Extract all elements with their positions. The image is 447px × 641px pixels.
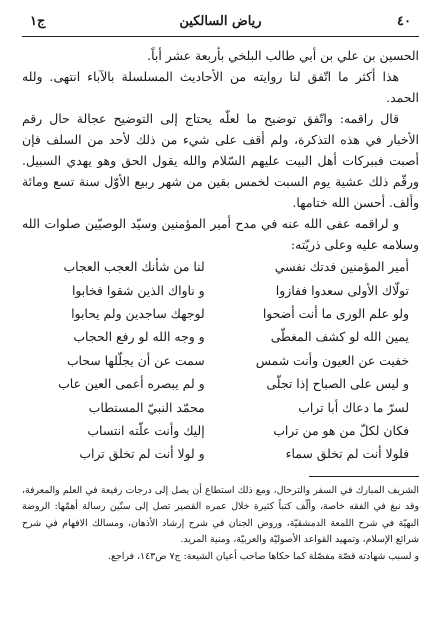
- paragraph-lineage: الحسين بن علي بن أبي طالب البلخي بأربعة عشر أباً.: [147, 48, 419, 63]
- poem-verse: [22, 302, 419, 325]
- verse-second-hemistich: سمت عن أن يجلّلها سحاب: [66, 352, 205, 368]
- verse-second-hemistich: محمّد النبيّ المستطاب: [88, 399, 205, 415]
- poem-verse: [22, 325, 419, 348]
- poem-verse: [22, 372, 419, 395]
- verse-first-hemistich: فكان لكلّ من هو من تراب: [273, 422, 409, 438]
- poem-verse: [22, 395, 419, 418]
- footnote-divider: [309, 476, 419, 477]
- verse-first-hemistich: لسرّ ما دعاك أبا تراب: [298, 399, 409, 415]
- verse-second-hemistich: و وجه الله لو رفع الحجاب: [73, 329, 205, 345]
- poem: [22, 255, 419, 466]
- paragraph-conclusion: هذا أكثر ما اتّفق لنا روايته من الأحاديث المسلسلة بالآباء انتهى. ولله الحمد.: [22, 69, 419, 105]
- poem-verse: [22, 349, 419, 372]
- page-number: ٤٠: [397, 14, 411, 29]
- volume-label: ج١: [30, 14, 46, 29]
- verse-first-hemistich: فلولا أنت لم تخلق سماء: [285, 446, 409, 462]
- verse-second-hemistich: إليك وأنت علّته انتساب: [87, 422, 205, 438]
- verse-second-hemistich: لنا من شأنك العجب العجاب: [63, 259, 205, 275]
- verse-first-hemistich: يمين الله لو كشف المغطّى: [270, 329, 409, 345]
- poem-verse: [22, 419, 419, 442]
- poem-verse: [22, 278, 419, 301]
- verse-first-hemistich: ولو علم الورى ما أنت أضحوا: [262, 305, 409, 321]
- main-text: [22, 45, 419, 255]
- verse-second-hemistich: و لم يبصره أعمى العين عاب: [58, 376, 205, 392]
- paragraph-author-note: قال راقمه: واتّفق توضيح ما لعلّه يحتاج إلى التوضيح عجالة حال رقم الأخبار في هذه التذكرة، ولم أقف على شيء من ذلك لأحد من السلف فإن أصبت فببركات أهل البيت عليهم السّلام والله يقول الحق وهو يهدي السبيل. ورقّم ذلك عشية يوم السبت لخمس بقين من شهر ربيع الأوّل سنة تسع ومائة وألف. أحسن الله ختامها.: [22, 111, 419, 210]
- book-title: رياض السالكين: [179, 14, 262, 29]
- verse-first-hemistich: أمير المؤمنين فدتك نفسي: [274, 259, 409, 275]
- page-header: [22, 10, 419, 32]
- footnotes: [22, 483, 419, 566]
- header-divider: [22, 36, 419, 37]
- poem-verse: [22, 255, 419, 278]
- verse-second-hemistich: لوجهك ساجدين ولم يحابوا: [71, 305, 205, 321]
- verse-first-hemistich: و ليس على الصباح إذا تجلّى: [266, 376, 409, 392]
- verse-first-hemistich: خفيت عن العيون وأنت شمس: [255, 352, 409, 368]
- verse-first-hemistich: تولّاك الأولى سعدوا ففازوا: [275, 282, 409, 298]
- poem-verse: [22, 442, 419, 465]
- footnote-continuation: الشريف المبارك في السفر والترحال، ومع ذلك استطاع أن يصل إلى درجات رفيعة في العلم والمعرفة، وقد نبغ في الفقه خاصة، وألّف كتباً كثيرة خلال عمره القصير تصل إلى ستّين رسالة أهمّها: الروضة البهيّة في شرح اللمعة الدمشقيّة، وروض الجنان في شرح إرشاد الأذهان، ومسالك الافهام في شرح شرائع الإسلام، وتمهيد القواعد الأصوليّة والعربيّة، ومنية المريد.: [22, 484, 419, 546]
- verse-second-hemistich: و لولا أنت لم تخلق تراب: [79, 446, 205, 462]
- footnote-martyrdom: و لسبب شهادته قصّة مفصّلة كما حكاها صاحب أعيان الشيعة: ج٧ ص١٤٣، فراجع.: [108, 550, 419, 562]
- paragraph-poem-intro: و لراقمه عفى الله عنه في مدح أمير المؤمنين وسيّد الوصيّين صلوات الله وسلامه عليه وعلى ذريّته:: [22, 216, 419, 252]
- verse-second-hemistich: و ناواك الذين شقوا فخابوا: [71, 282, 205, 298]
